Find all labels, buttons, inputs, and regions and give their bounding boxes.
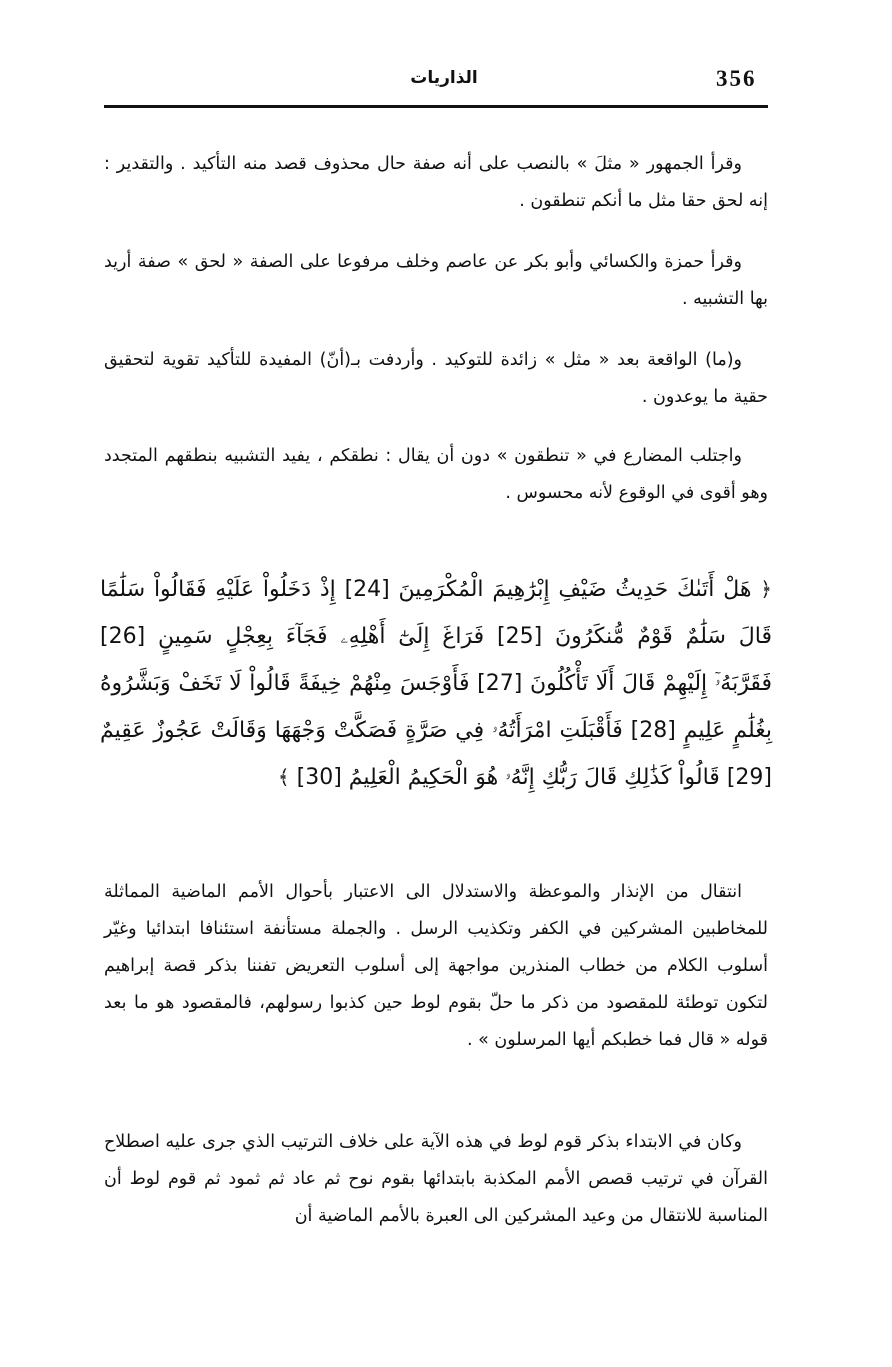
verse-text: هَلْ أَتَىٰكَ حَدِيثُ ضَيْفِ إِبْرَٰهِيمَ الْمُكْرَمِينَ [24] إِذْ دَخَلُواْ عَلَيْهِ فَقَالُواْ سَلَٰمًا قَالَ سَلَٰمٌ قَوْمٌ مُّنكَرُونَ [25] فَرَاغَ إِلَىٰٓ أَهْلِهِۦ فَجَآءَ بِعِجْلٍ سَمِينٍ [26] فَقَرَّبَهُۥٓ إِلَيْهِمْ قَالَ أَلَا تَأْكُلُونَ [27] فَأَوْجَسَ مِنْهُمْ خِيفَةً قَالُواْ لَا تَخَفْ وَبَشَّرُوهُ بِغُلَٰمٍ عَلِيمٍ [28] فَأَقْبَلَتِ امْرَأَتُهُۥ فِي صَرَّةٍ فَصَكَّتْ وَجْهَهَا وَقَالَتْ عَجُوزٌ عَقِيمٌ [29] قَالُواْ كَذَٰلِكِ قَالَ رَبُّكِ إِنَّهُۥ هُوَ الْحَكِيمُ الْعَلِيمُ [30]: [100, 577, 772, 790]
verse-close-bracket: ﴾: [277, 765, 290, 789]
paragraph-text: وقرأ الجمهور « مثلَ » بالنصب على أنه صفة حال محذوف قصد منه التأكيد . والتقدير : إنه لحق حقا مثل ما أنكم تنطقون .: [104, 154, 768, 211]
paragraph-2: [104, 244, 768, 318]
tafsir-text: وكان في الابتداء بذكر قوم لوط في هذه الآية على خلاف الترتيب الذي جرى عليه اصطلاح القرآن في ترتيب قصص الأمم المكذبة بابتدائها بقوم نوح ثم عاد ثم ثمود ثم قوم لوط أن المناسبة للانتقال من وعيد المشركين الى العبرة بالأمم الماضية أن: [104, 1132, 768, 1226]
paragraph-1: [104, 146, 768, 220]
paragraph-text: واجتلب المضارع في « تنطقون » دون أن يقال : نطقكم ، يفيد التشبيه بنطقهم المتجدد وهو أقوى في الوقوع لأنه محسوس .: [104, 446, 768, 503]
header-rule: [104, 105, 768, 108]
tafsir-paragraph-2: [104, 1124, 768, 1235]
surah-title: الذاريات: [410, 68, 478, 88]
paragraph-text: و(ما) الواقعة بعد « مثل » زائدة للتوكيد . وأردفت بـ(أنّ) المفيدة للتأكيد تقوية لتحقيق حقية ما يوعدون .: [104, 350, 768, 407]
page-header: [104, 62, 768, 106]
paragraph-3: [104, 342, 768, 416]
verse-open-bracket: ﴿: [760, 577, 772, 601]
paragraph-text: وقرأ حمزة والكسائي وأبو بكر عن عاصم وخلف مرفوعا على الصفة « لحق » صفة أريد بها التشبيه .: [104, 252, 768, 309]
tafsir-paragraph-1: [104, 874, 768, 1059]
tafsir-text: انتقال من الإنذار والموعظة والاستدلال الى الاعتبار بأحوال الأمم الماضية المماثلة للمخاطبين المشركين في الكفر وتكذيب الرسل . والجملة مستأنفة استئنافا ابتدائيا وغيّر أسلوب الكلام من خطاب المنذرين مواجهة إلى أسلوب التعريض تفننا بذكر قصة إبراهيم لتكون توطئة للمقصود من ذكر ما حلّ بقوم لوط حين كذبوا رسولهم، فالمقصود هو ما بعد قوله « قال فما خطبكم أيها المرسلون » .: [104, 882, 768, 1050]
quran-verses: [100, 566, 772, 801]
paragraph-4: [104, 438, 768, 512]
page-number: 356: [716, 66, 757, 91]
